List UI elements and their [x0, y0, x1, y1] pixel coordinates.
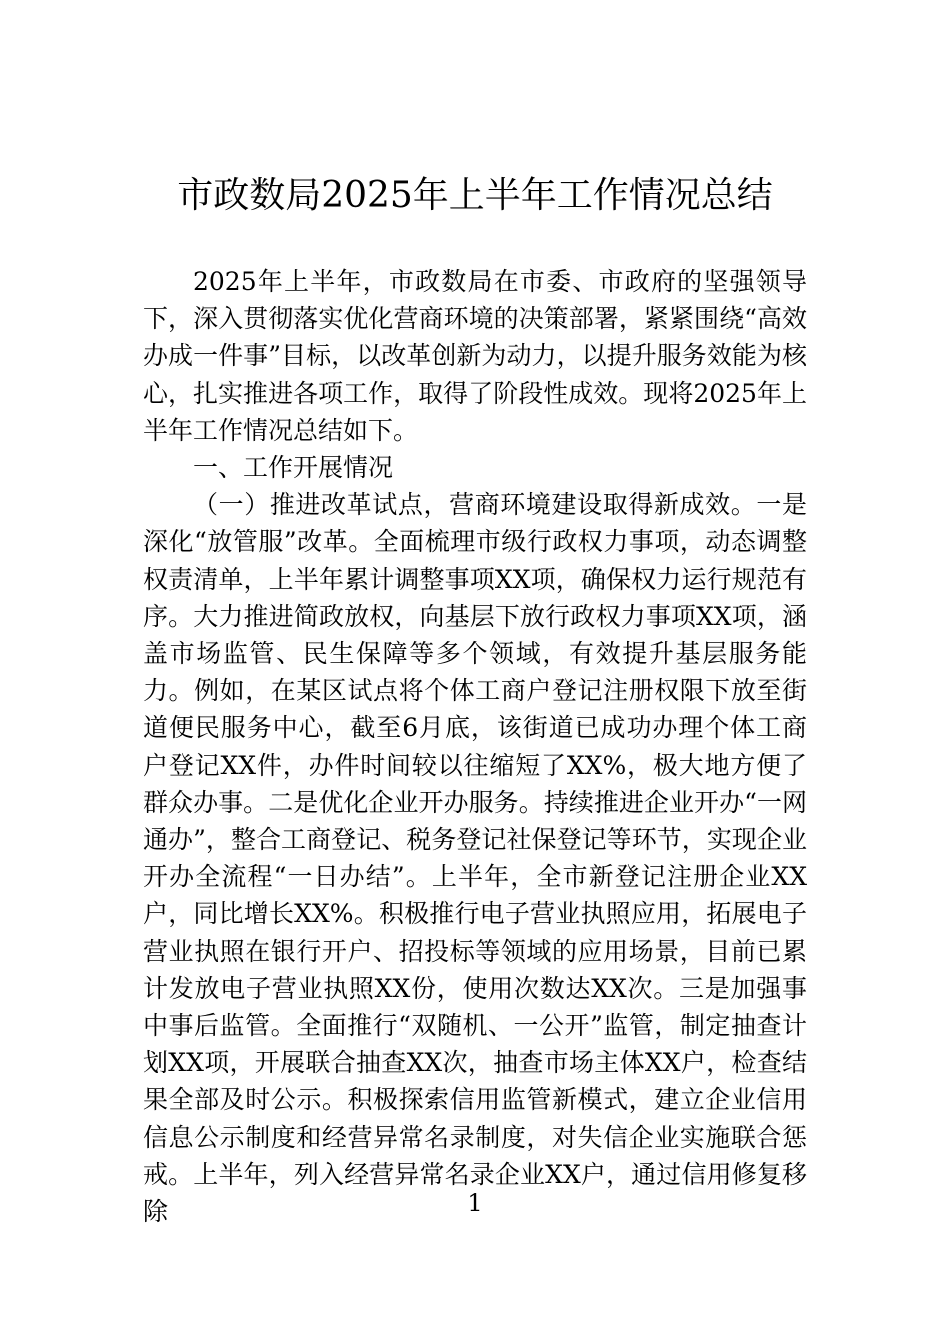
section-paragraph: （一）推进改革试点，营商环境建设取得新成效。一是深化“放管服”改革。全面梳理市级行政权力事项，动态调整权责清单，上半年累计调整事项XX项，确保权力运行规范有序。大力推进简政放权，向基层下放行政权力事项XX项，涵盖市场监管、民生保障等多个领域，有效提升基层服务能力。例如，在某区试点将个体工商户登记注册权限下放至街道便民服务中心，截至6月底，该街道已成功办理个体工商户登记XX件，办件时间较以往缩短了XX%，极大地方便了群众办事。二是优化企业开办服务。持续推进企业开办“一网通办”，整合工商登记、税务登记社保登记等环节，实现企业开办全流程“一日办结”。上半年，全市新登记注册企业XX户，同比增长XX%。积极推行电子营业执照应用，拓展电子营业执照在银行开户、招投标等领域的应用场景，目前已累计发放电子营业执照XX份，使用次数达XX次。三是加强事中事后监管。全面推行“双随机、一公开”监管，制定抽查计划XX项，开展联合抽查XX次，抽查市场主体XX户，检查结果全部及时公示。积极探索信用监管新模式，建立企业信用信息公示制度和经营异常名录制度，对失信企业实施联合惩戒。上半年，列入经营异常名录企业XX户，通过信用修复移除 [143, 490, 807, 1227]
document-body [143, 263, 807, 1230]
page-number: 1 [467, 1189, 483, 1217]
intro-paragraph: 2025年上半年，市政数局在市委、市政府的坚强领导下，深入贯彻落实优化营商环境的决策部署，紧紧围绕“高效办成一件事”目标，以改革创新为动力，以提升服务效能为核心，扎实推进各项工作，取得了阶段性成效。现将2025年上半年工作情况总结如下。 [143, 267, 807, 445]
section-heading: 一、工作开展情况 [193, 453, 394, 483]
document-title: 市政数局2025年上半年工作情况总结 [177, 175, 773, 216]
